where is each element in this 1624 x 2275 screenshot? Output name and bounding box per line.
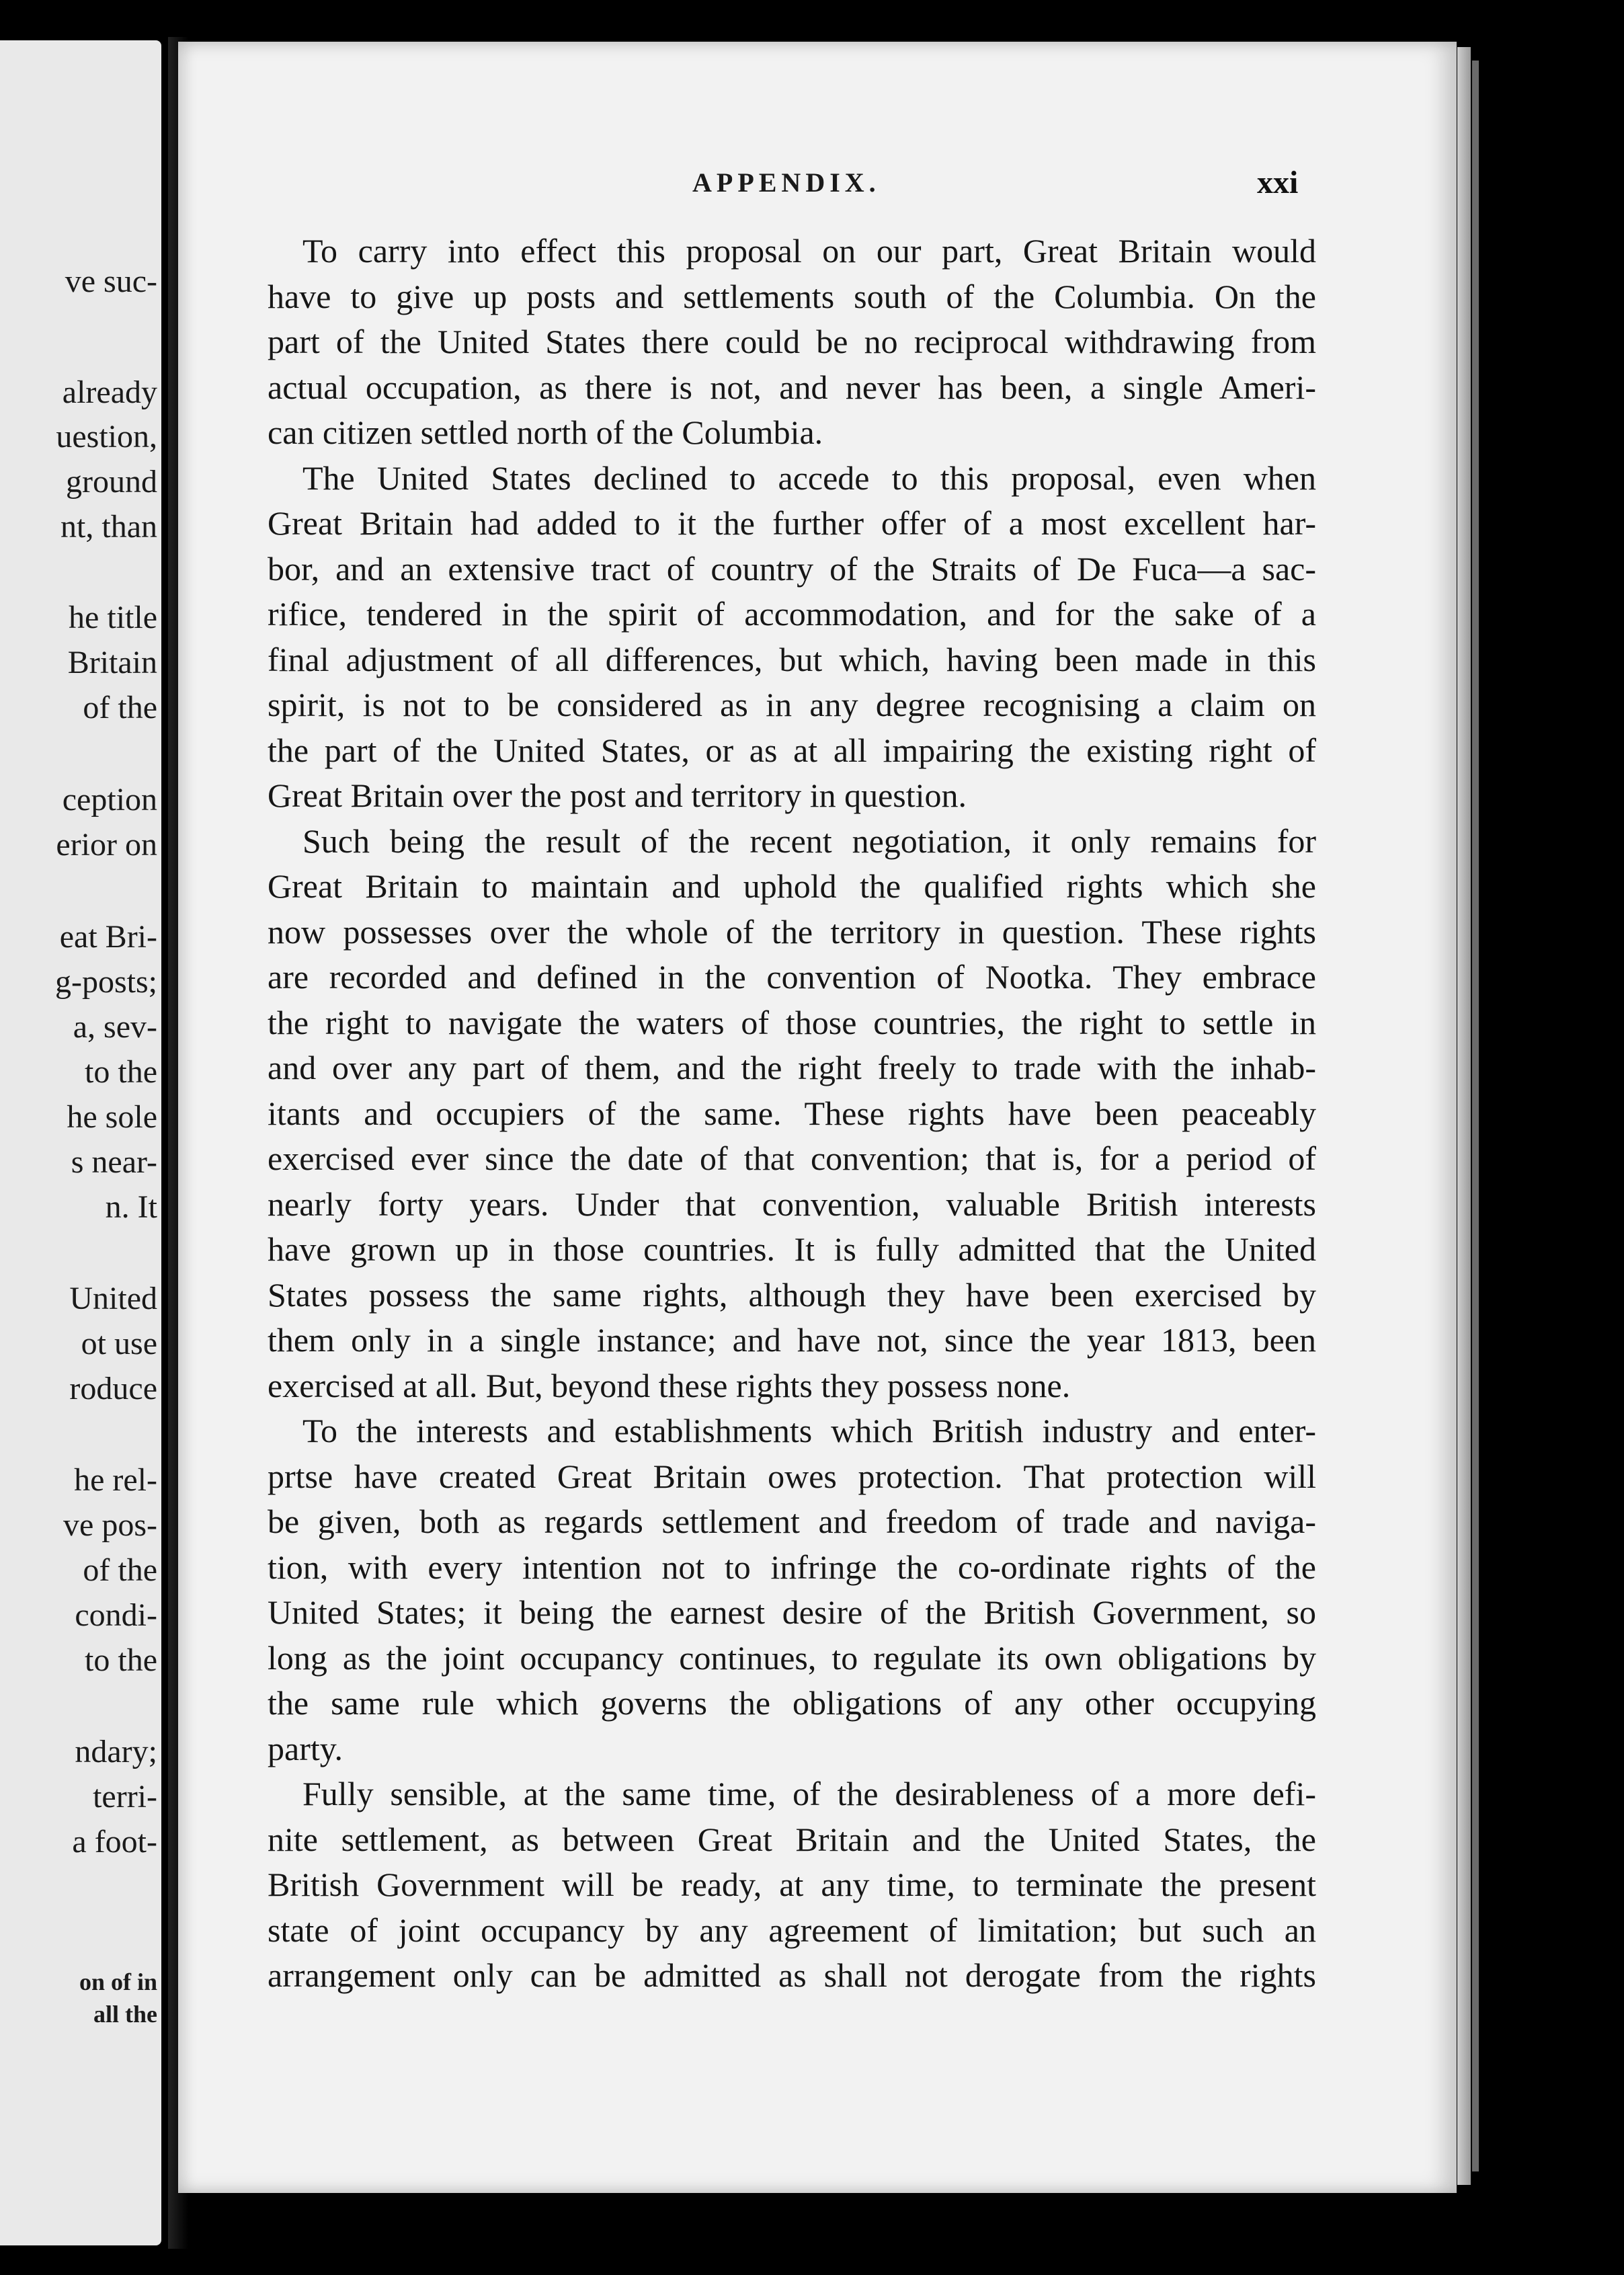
- text-line: British Government will be ready, at any time, to terminate the present: [268, 1866, 1316, 1903]
- text-line: rifice, tendered in the spirit of accommodation, and for the sake of a: [268, 595, 1316, 633]
- facing-page-line: ot use: [81, 1326, 157, 1361]
- facing-page-line: of the: [83, 690, 157, 725]
- facing-page-line: s near-: [71, 1144, 157, 1180]
- text-line: exercised ever since the date of that convention; that is, for a period of: [268, 1140, 1316, 1177]
- facing-page-line: erior on: [56, 827, 157, 863]
- text-line: Fully sensible, at the same time, of the desirableness of a more defi-: [302, 1775, 1316, 1812]
- paragraph: [268, 456, 1316, 819]
- text-line: bor, and an extensive tract of country of the Straits of De Fuca—a sac-: [268, 549, 1316, 588]
- text-line: final adjustment of all differences, but which, having been made in this: [268, 640, 1316, 678]
- page-edge: [1457, 47, 1471, 2185]
- text-line: prtse have created Great Britain owes protection. That protection will: [268, 1457, 1316, 1495]
- page-edge-shadow: [1472, 61, 1479, 2171]
- facing-page-line: ground: [66, 464, 157, 500]
- facing-page-line: United: [69, 1281, 157, 1316]
- text-line: are recorded and defined in the convention of Nootka. They embrace: [268, 958, 1316, 996]
- text-line: The United States declined to accede to this proposal, even when: [302, 458, 1316, 497]
- facing-page-line: ndary;: [75, 1734, 157, 1769]
- facing-page-line: ve suc-: [65, 264, 157, 299]
- facing-page-line: g-posts;: [54, 964, 157, 1000]
- facing-page-line: ve pos-: [63, 1507, 157, 1543]
- text-line: the same rule which governs the obligations of any other occupying: [268, 1684, 1316, 1722]
- paragraph: [268, 819, 1316, 1409]
- text-line: them only in a single instance; and have not, since the year 1813, been: [268, 1321, 1316, 1359]
- facing-page-line: roduce: [69, 1371, 157, 1406]
- text-line: state of joint occupancy by any agreement of limitation; but such an: [268, 1911, 1316, 1949]
- text-line: have grown up in those countries. It is fully admitted that the United: [268, 1230, 1316, 1268]
- page-number: xxi: [1257, 165, 1299, 200]
- facing-page-line: he sole: [67, 1099, 157, 1135]
- running-head: APPENDIX.: [692, 167, 881, 198]
- text-line: nite settlement, as between Great Britain and the United States, the: [268, 1820, 1316, 1858]
- facing-page: [0, 40, 161, 2245]
- facing-page-line: he title: [69, 600, 157, 635]
- facing-page-footnote: on of in: [79, 1968, 157, 1995]
- facing-page-line: of the: [83, 1552, 157, 1588]
- facing-page-line: a foot-: [72, 1824, 157, 1860]
- paragraph: [268, 1408, 1316, 1771]
- facing-page-line: to the: [85, 1642, 157, 1678]
- text-line: can citizen settled north of the Columbia.: [268, 413, 823, 451]
- text-line: itants and occupiers of the same. These rights have been peaceably: [268, 1094, 1316, 1132]
- paragraph: [268, 229, 1316, 456]
- text-line: Such being the result of the recent negotiation, it only remains for: [302, 822, 1316, 860]
- text-line: nearly forty years. Under that convention, valuable British interests: [268, 1185, 1316, 1223]
- text-line: States possess the same rights, although they have been exercised by: [268, 1275, 1316, 1314]
- facing-page-line: he rel-: [74, 1462, 157, 1498]
- text-line: Great Britain over the post and territory in question.: [268, 776, 967, 814]
- text-line: To carry into effect this proposal on our part, Great Britain would: [302, 232, 1316, 270]
- text-line: and over any part of them, and the right freely to trade with the inhab-: [268, 1049, 1316, 1086]
- facing-page-line: to the: [85, 1054, 157, 1090]
- paragraph: [268, 1771, 1316, 1999]
- text-line: To the interests and establishments which British industry and enter-: [302, 1412, 1316, 1449]
- facing-page-line: a, sev-: [73, 1009, 157, 1045]
- text-line: now possesses over the whole of the territory in question. These rights: [268, 912, 1316, 951]
- text-line: the part of the United States, or as at all impairing the existing right of: [268, 731, 1316, 769]
- text-line: the right to navigate the waters of those countries, the right to settle in: [268, 1003, 1316, 1041]
- text-line: exercised at all. But, beyond these rights they possess none.: [268, 1366, 1071, 1404]
- facing-page-line: ception: [62, 782, 157, 817]
- text-line: United States; it being the earnest desire of the British Government, so: [268, 1593, 1316, 1631]
- body-text: [268, 229, 1316, 1999]
- text-line: have to give up posts and settlements south of the Columbia. On the: [268, 277, 1316, 315]
- text-line: long as the joint occupancy continues, to regulate its own obligations by: [268, 1638, 1316, 1677]
- facing-page-line: n. It: [105, 1189, 157, 1225]
- text-line: Great Britain to maintain and uphold the qualified rights which she: [268, 867, 1316, 905]
- facing-page-line: condi-: [75, 1597, 157, 1633]
- text-line: be given, both as regards settlement and freedom of trade and naviga-: [268, 1503, 1316, 1540]
- text-line: Great Britain had added to it the further offer of a most excellent har-: [268, 504, 1316, 542]
- text-line: arrangement only can be admitted as shall not derogate from the rights: [268, 1956, 1316, 1994]
- text-line: spirit, is not to be considered as in any degree recognising a claim on: [268, 686, 1316, 723]
- facing-page-line: eat Bri-: [59, 919, 157, 955]
- facing-page-line: already: [62, 374, 157, 410]
- text-line: actual occupation, as there is not, and never has been, a single Ameri-: [268, 368, 1316, 406]
- facing-page-line: nt, than: [60, 509, 157, 545]
- text-line: tion, with every intention not to infringe the co-ordinate rights of the: [268, 1548, 1316, 1586]
- text-line: part of the United States there could be no reciprocal withdrawing from: [268, 323, 1316, 360]
- facing-page-line: uestion,: [56, 419, 157, 454]
- facing-page-line: terri-: [93, 1779, 157, 1814]
- text-line: party.: [268, 1729, 343, 1767]
- facing-page-line: Britain: [67, 645, 157, 680]
- facing-page-footnote: all the: [93, 2001, 157, 2028]
